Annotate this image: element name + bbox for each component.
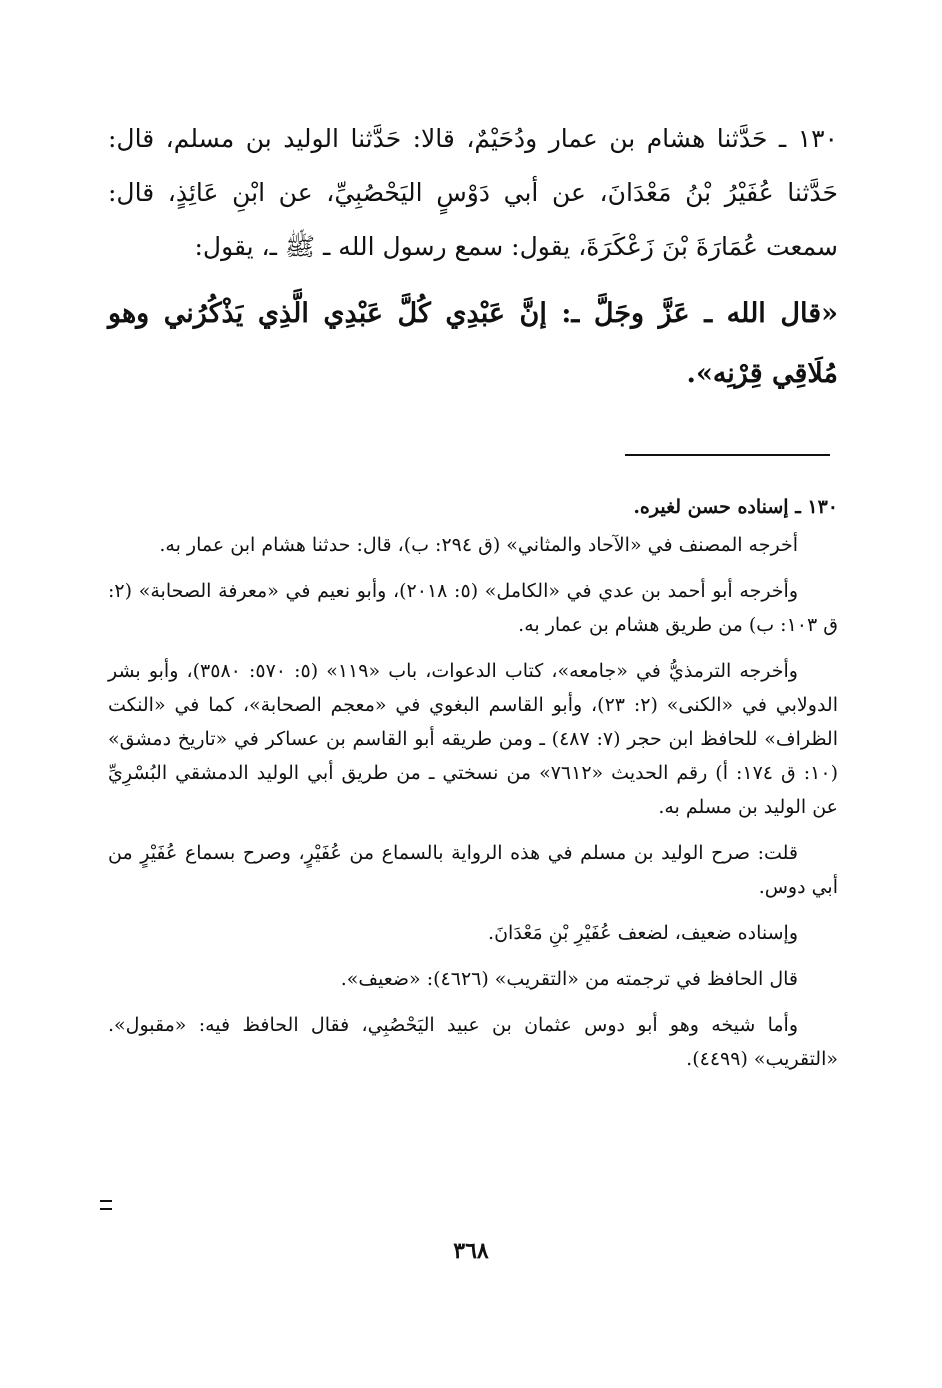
footnote-heading: ١٣٠ ـ إسناده حسن لغيره. <box>633 496 838 518</box>
footnote-paragraph: وإسناده ضعيف، لضعف عُفَيْرِ بْنِ مَعْدَانَ. <box>488 922 798 944</box>
footnote-paragraph: وأخرجه الترمذيُّ في «جامعه»، كتاب الدعوات، باب «١١٩» (٥: ٥٧٠: ٣٥٨٠)، وأبو بشر الدولابي في «الكنى» (٢: ٢٣)، وأبو القاسم البغوي في «معجم الصحابة»، كما في «النكت الظراف» للحافظ ابن حجر (٧: ٤٨٧) ـ ومن طريقه أبو القاسم بن عساكر في «تاريخ دمشق» (١٠: ق ١٧٤: أ) رقم الحديث «٧٦١٢» من نسختي ـ من طريق أبي الوليد الدمشقي البُسْرِيِّ عن الوليد بن مسلم به. <box>108 660 838 818</box>
hadith-text <box>108 112 838 404</box>
hadith-isnad: ١٣٠ ـ حَدَّثنا هشام بن عمار ودُحَيْمٌ، قالا: حَدَّثنا الوليد بن مسلم، قال: حَدَّثنا عُفَيْرُ بْنُ مَعْدَانَ، عن أبي دَوْسٍ اليَحْصُبِيِّ، عن ابْنِ عَائِذٍ، قال: سمعت عُمَارَةَ بْنَ زَعْكَرَةَ، يقول: سمع رسول الله ـ ﷺ ـ، يقول: <box>108 124 838 261</box>
footnote-paragraph: قال الحافظ في ترجمته من «التقريب» (٤٦٢٦): «ضعيف». <box>340 968 798 990</box>
footnote-paragraph: قلت: صرح الوليد بن مسلم في هذه الرواية بالسماع من عُفَيْرٍ، وصرح بسماع عُفَيْرٍ من أبي دوس. <box>108 842 838 898</box>
footnote-paragraph: وأما شيخه وهو أبو دوس عثمان بن عبيد اليَحْصُبِي، فقال الحافظ فيه: «مقبول». «التقريب» (٤٤٩٩). <box>108 1014 838 1070</box>
footnote-separator <box>625 454 830 456</box>
footnote-paragraph: أخرجه المصنف في «الآحاد والمثاني» (ق ٢٩٤: ب)، قال: حدثنا هشام ابن عمار به. <box>159 534 798 556</box>
footnotes <box>108 490 838 1088</box>
continuation-mark <box>100 1200 112 1210</box>
footnote-paragraph: وأخرجه أبو أحمد بن عدي في «الكامل» (٥: ٢٠١٨)، وأبو نعيم في «معرفة الصحابة» (٢: ق ١٠٣: ب) من طريق هشام بن عمار به. <box>108 580 838 636</box>
page-number: ٣٦٨ <box>453 1238 489 1264</box>
hadith-matn: «قال الله ـ عَزَّ وجَلَّ ـ: إنَّ عَبْدِي كُلَّ عَبْدِي الَّذِي يَذْكُرُني وهو مُلَاقِي قِرْنِه». <box>108 298 838 389</box>
